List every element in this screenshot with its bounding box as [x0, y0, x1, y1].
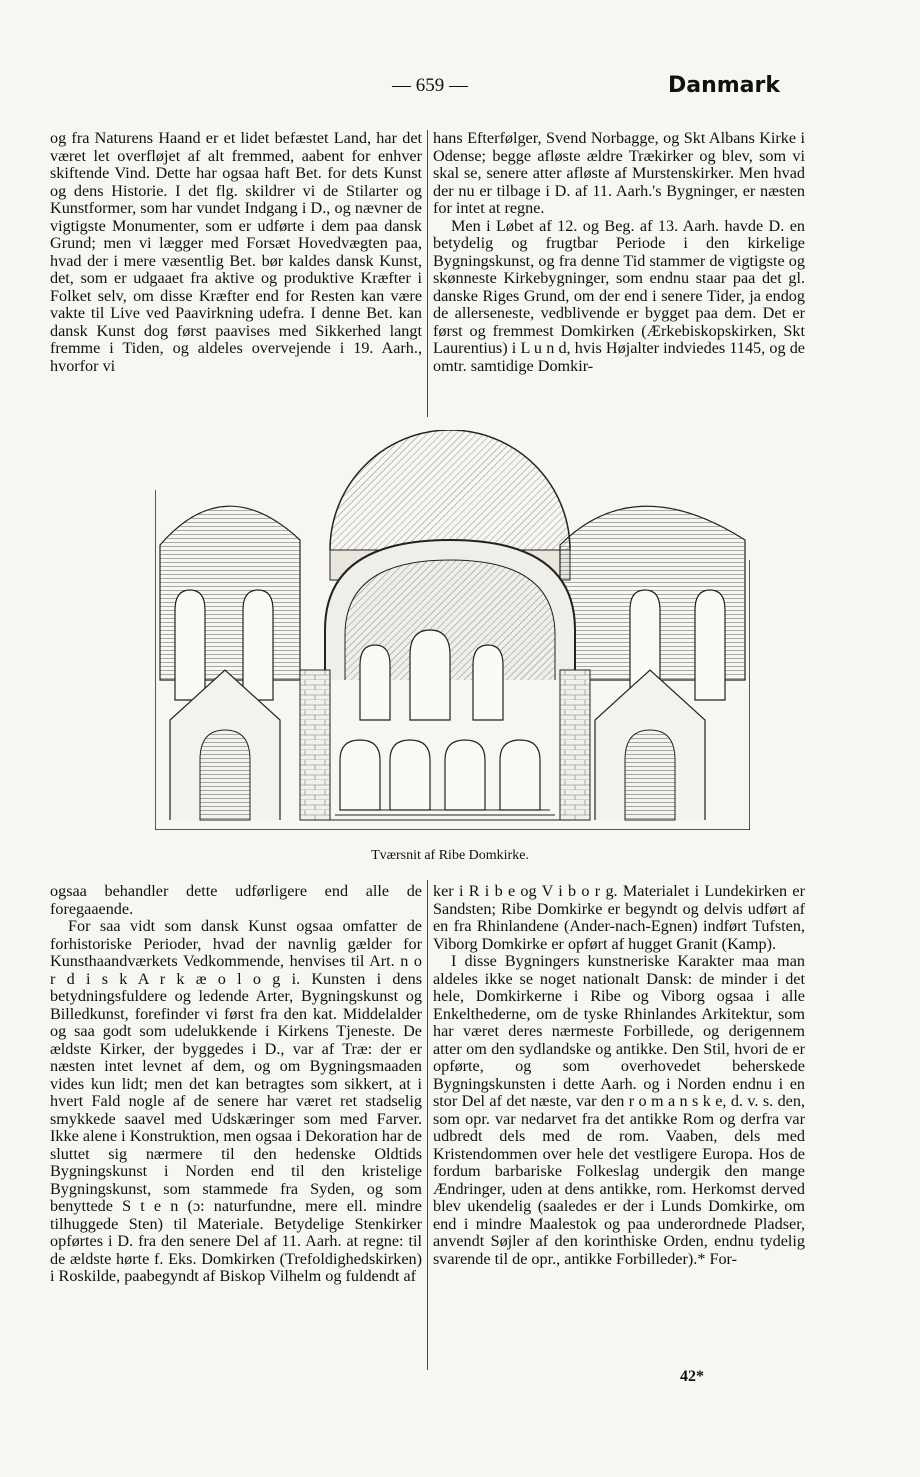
- column-rule: [427, 130, 428, 417]
- paragraph: Men i Løbet af 12. og Beg. af 13. Aarh. havde D. en betydelig og frugtbar Periode i den kirkelige Bygningskunst, og fra denne Tid stammer de vigtigste og skønneste Kirkebygninger, som endnu staar paa det gl. danske Riges Grund, om der end i senere Tider, ja endog de allerseneste, vedblivende er bygget paa dem. Det er først og fremmest Domkirken (Ærkebiskopskirken, Skt Laurentius) i L u n d, hvis Højalter indviedes 1145, og de omtr. samtidige Domkir-: [433, 216, 805, 375]
- text-column-bottom-left: [50, 883, 422, 1368]
- paragraph: ker i R i b e og V i b o r g. Materialet i Lundekirken er Sandsten; Ribe Domkirke er begyndt og delvis udført af en fra Rhinlandene (Ander-nach-Egnen) indført Tufsten, Viborg Domkirke er opført af hugget Granit (Kamp).: [433, 883, 805, 953]
- cathedral-cross-section-illustration: [155, 430, 750, 830]
- sheet-signature: 42*: [680, 1368, 704, 1385]
- paragraph: For saa vidt som dansk Kunst ogsaa omfatter de forhistoriske Perioder, hvad der navnlig gælder for Kunsthaandværkets Vedkommende, henvises til Art. n o r d i s k A r k æ o l o g i. Kunsten i dens betydningsfuldere og ledende Arter, Bygningskunst og Billedkunst, forefinder vi først fra den kat. Middelalder og saa godt som udelukkende i Kirkens Tjeneste. De ældste Kirker, der byggedes i D., var af Træ: der er næsten intet levnet af dem, og om Bygningsmaaden vides kun lidt; men det kan betragtes som sikkert, at i hvert Fald nogle af de senere har været ret stadselig smykkede saavel med Udskæringer som med Farver. Ikke alene i Konstruktion, men ogsaa i Dekoration har de sluttet sig nærmere til den hedenske Oldtids Bygningskunst i Norden end til den kristelige Bygningskunst, som stammede fra Syden, og som benyttede S t e n (ɔ: naturfundne, mere ell. mindre tilhuggede Sten) til Materiale. Betydelige Stenkirker opførtes i D. fra den senere Del af 11. Aarh. at regne: til de ældste hørte f. Eks. Domkirken (Trefoldighedskirken) i Roskilde, paabegyndt af Biskop Vilhelm og fuldendt af: [50, 917, 422, 1285]
- paragraph: ogsaa behandler dette udførligere end alle de foregaaende.: [50, 883, 422, 918]
- paragraph: og fra Naturens Haand er et lidet befæstet Land, har det været let overfløjet af alt fremmed, aabent for enhver skiftende Vind. Dette har ogsaa haft Bet. for dets Kunst og dens Historie. I det flg. skildrer vi de Stilarter og Kunstformer, som har vundet Indgang i D., og nævner de vigtigste Monumenter, som er udførte i dem paa dansk Grund; men vi lægger med Forsæt Hovedvægten paa, hvad der i mere væsentlig Bet. bør kaldes dansk Kunst, det, som er udgaaet fra aktive og produktive Kræfter i Folket selv, om disse Kræfter end for Resten kan være vakte til Live ved Paavirkning udefra. I denne Bet. kan dansk Kunst dog først paavises med Sikkerhed langt fremme i Tiden, og aldeles overvejende i 19. Aarh., hvorfor vi: [50, 130, 422, 375]
- page-number: — 659 —: [392, 75, 468, 96]
- paragraph: I disse Bygningers kunstneriske Karakter maa man aldeles ikke se noget nationalt Dansk: de minder i det hele, Domkirkerne i Ribe og Viborg ogsaa i alle Enkelthederne, om de tyske Rhinlandes Arkitektur, som har været deres nærmeste Forbillede, og derigennem atter om den sydlandske og antikke. Den Stil, hvori de er opførte, og som overhovedet beherskede Bygningskunsten i dette Aarh. og i Norden endnu i en stor Del af det næste, var den r o m a n s k e, d. v. s. den, som opr. var nedarvet fra det antikke Rom og derfra var udbredt dels med de rom. Vaaben, dels med Kristendommen over hele det vestligere Europa. Hos de fordum barbariske Folkeslag undergik den mange Ændringer, uden at dens antikke, rom. Herkomst derved blev ukendelig (saaledes er der i Lunds Domkirke, om end i mindre Maalestok og paa underordnede Pladser, anvendt Søjler af den korinthiske Orden, endnu tydelig svarende til de opr., antikke Forbilleder).* For-: [433, 952, 805, 1268]
- paragraph: hans Efterfølger, Svend Norbagge, og Skt Albans Kirke i Odense; begge afløste ældre Trækirker og blev, som vi skal se, senere atter afløste af Murstenskirker. Men hvad der nu er tilbage i D. af 11. Aarh.'s Bygninger, er næsten for intet at regne.: [433, 130, 805, 217]
- column-rule: [427, 880, 428, 1370]
- running-head: Danmark: [667, 73, 780, 98]
- figure-caption: Tværsnit af Ribe Domkirke.: [371, 848, 529, 863]
- text-column-bottom-right: [433, 883, 805, 1368]
- text-column-top-right: [433, 130, 805, 422]
- text-column-top-left: [50, 130, 422, 422]
